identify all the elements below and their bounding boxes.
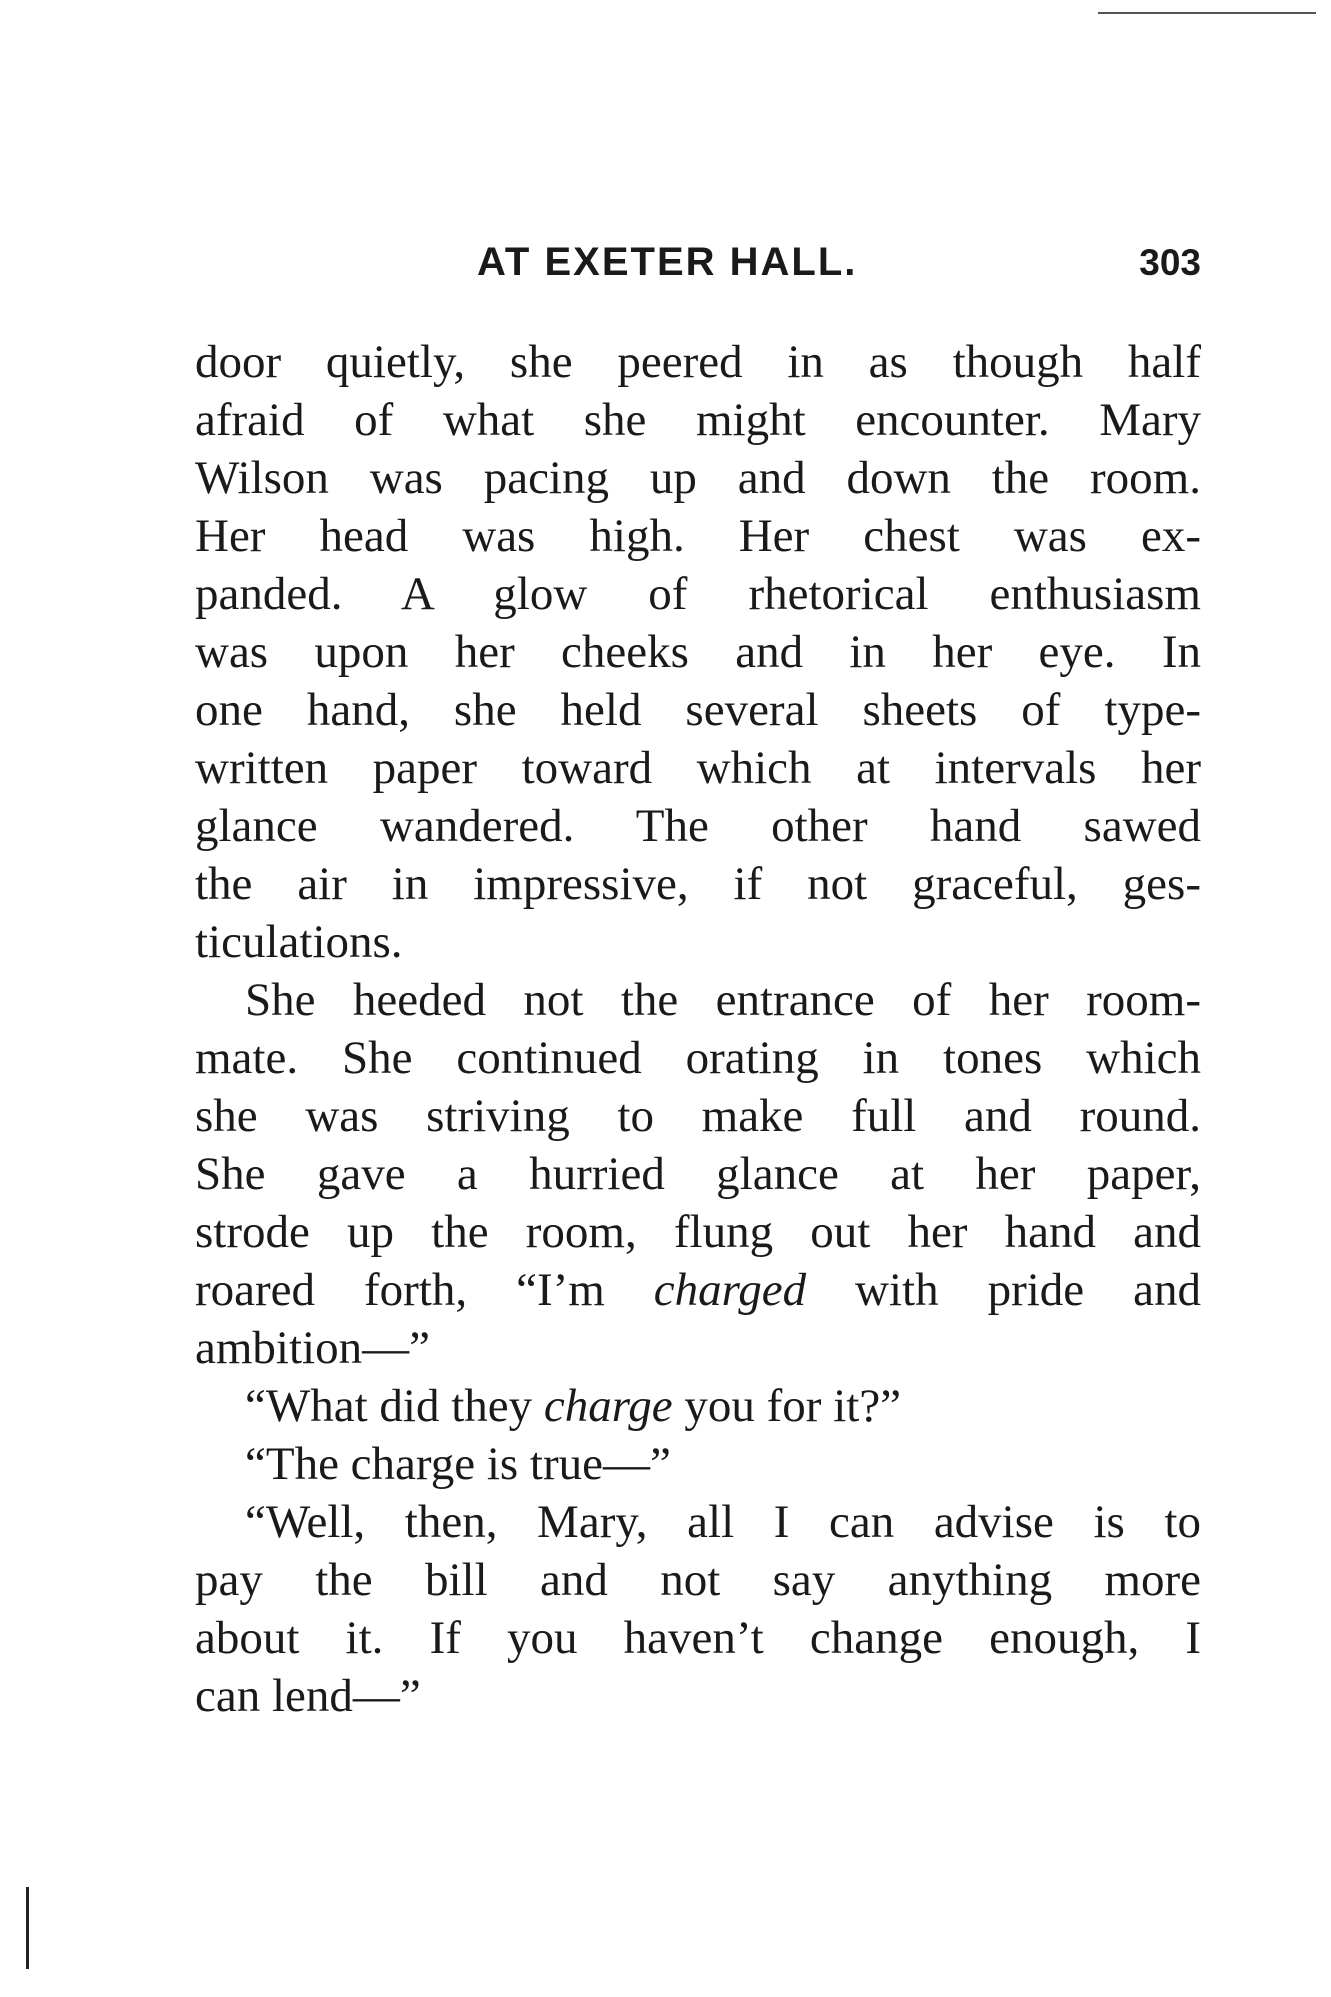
page-number: 303 xyxy=(1139,242,1201,283)
text-line: strode up the room, flung out her hand and xyxy=(195,1206,1201,1258)
text-line: can lend—” xyxy=(195,1670,421,1722)
text-line: was upon her cheeks and in her eye. In xyxy=(195,626,1201,678)
running-head xyxy=(197,240,1201,296)
text-line: about it. If you haven’t change enough, I xyxy=(195,1612,1201,1664)
italic-word: charge xyxy=(543,1380,673,1432)
text-line: glance wandered. The other hand sawed xyxy=(195,800,1201,852)
text-fragment: with pride and xyxy=(806,1264,1201,1316)
text-fragment: roared forth, “I’m xyxy=(195,1264,654,1316)
text-line: She heeded not the entrance of her room- xyxy=(245,974,1201,1026)
text-line: afraid of what she might encounter. Mary xyxy=(195,394,1201,446)
text-line: She gave a hurried glance at her paper, xyxy=(195,1148,1201,1200)
text-line: one hand, she held several sheets of type- xyxy=(195,684,1201,736)
text-fragment: “What did they xyxy=(245,1380,544,1432)
text-line xyxy=(195,1261,1201,1319)
text-line: Wilson was pacing up and down the room. xyxy=(195,452,1201,504)
text-line: written paper toward which at intervals her xyxy=(195,742,1201,794)
text-line xyxy=(195,1377,1201,1435)
text-line: the air in impressive, if not graceful, ges- xyxy=(195,858,1201,910)
text-line: ticulations. xyxy=(195,916,403,968)
italic-word: charged xyxy=(653,1264,807,1316)
running-title: AT EXETER HALL. xyxy=(477,240,858,284)
text-line: door quietly, she peered in as though half xyxy=(195,336,1201,388)
text-line: ambition—” xyxy=(195,1322,430,1374)
text-line: “Well, then, Mary, all I can advise is to xyxy=(245,1496,1201,1548)
scan-margin-mark xyxy=(26,1887,29,1969)
text-line: mate. She continued orating in tones which xyxy=(195,1032,1201,1084)
text-line: Her head was high. Her chest was ex- xyxy=(195,510,1201,562)
scan-edge-rule xyxy=(1098,12,1316,14)
text-line: “The charge is true—” xyxy=(245,1438,671,1490)
text-fragment: you for it?” xyxy=(672,1380,902,1432)
text-line: she was striving to make full and round. xyxy=(195,1090,1201,1142)
text-line: pay the bill and not say anything more xyxy=(195,1554,1201,1606)
text-line: panded. A glow of rhetorical enthusiasm xyxy=(195,568,1201,620)
body-text xyxy=(195,333,1201,1725)
